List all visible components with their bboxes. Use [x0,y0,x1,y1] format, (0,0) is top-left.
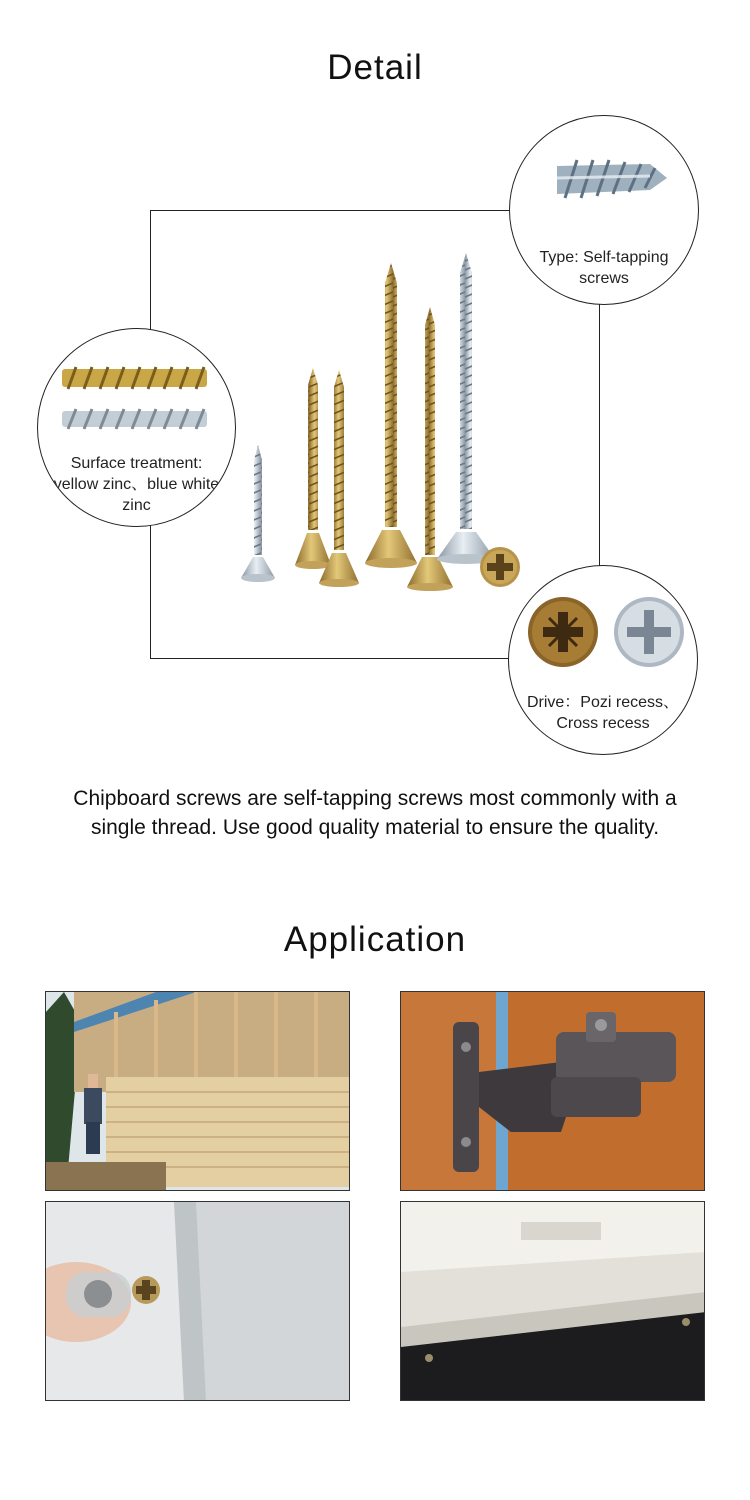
thread-closeup-image [555,154,670,214]
application-photo-cladding [45,991,350,1191]
screw-short-silver [241,445,275,582]
screw-silver-tall [437,253,495,564]
zinc-samples-image [62,365,214,437]
screw-gold-1 [295,368,331,569]
surface-callout-text: Surface treatment: yellow zinc、blue white zinc [53,455,220,514]
type-callout-text: Type: Self-tapping screws [539,249,669,287]
detail-heading: Detail [327,48,423,87]
drive-recess-image [527,596,687,668]
drive-callout [508,565,698,755]
screw-group-image [225,245,535,600]
surface-callout [37,328,236,527]
application-photo-panel-screw [45,1201,350,1401]
drive-callout-text: Drive：Pozi recess、Cross recess [526,694,680,732]
screw-head-top-view [480,547,520,587]
application-heading: Application [283,920,467,959]
type-callout [509,115,699,305]
screw-gold-tall [365,263,417,568]
application-photo-drawer-rail [400,1201,705,1401]
product-description: Chipboard screws are self-tapping screws most commonly with a single thread. Use good quality material to ensure the quality. [73,787,677,839]
application-photo-hinge [400,991,705,1191]
